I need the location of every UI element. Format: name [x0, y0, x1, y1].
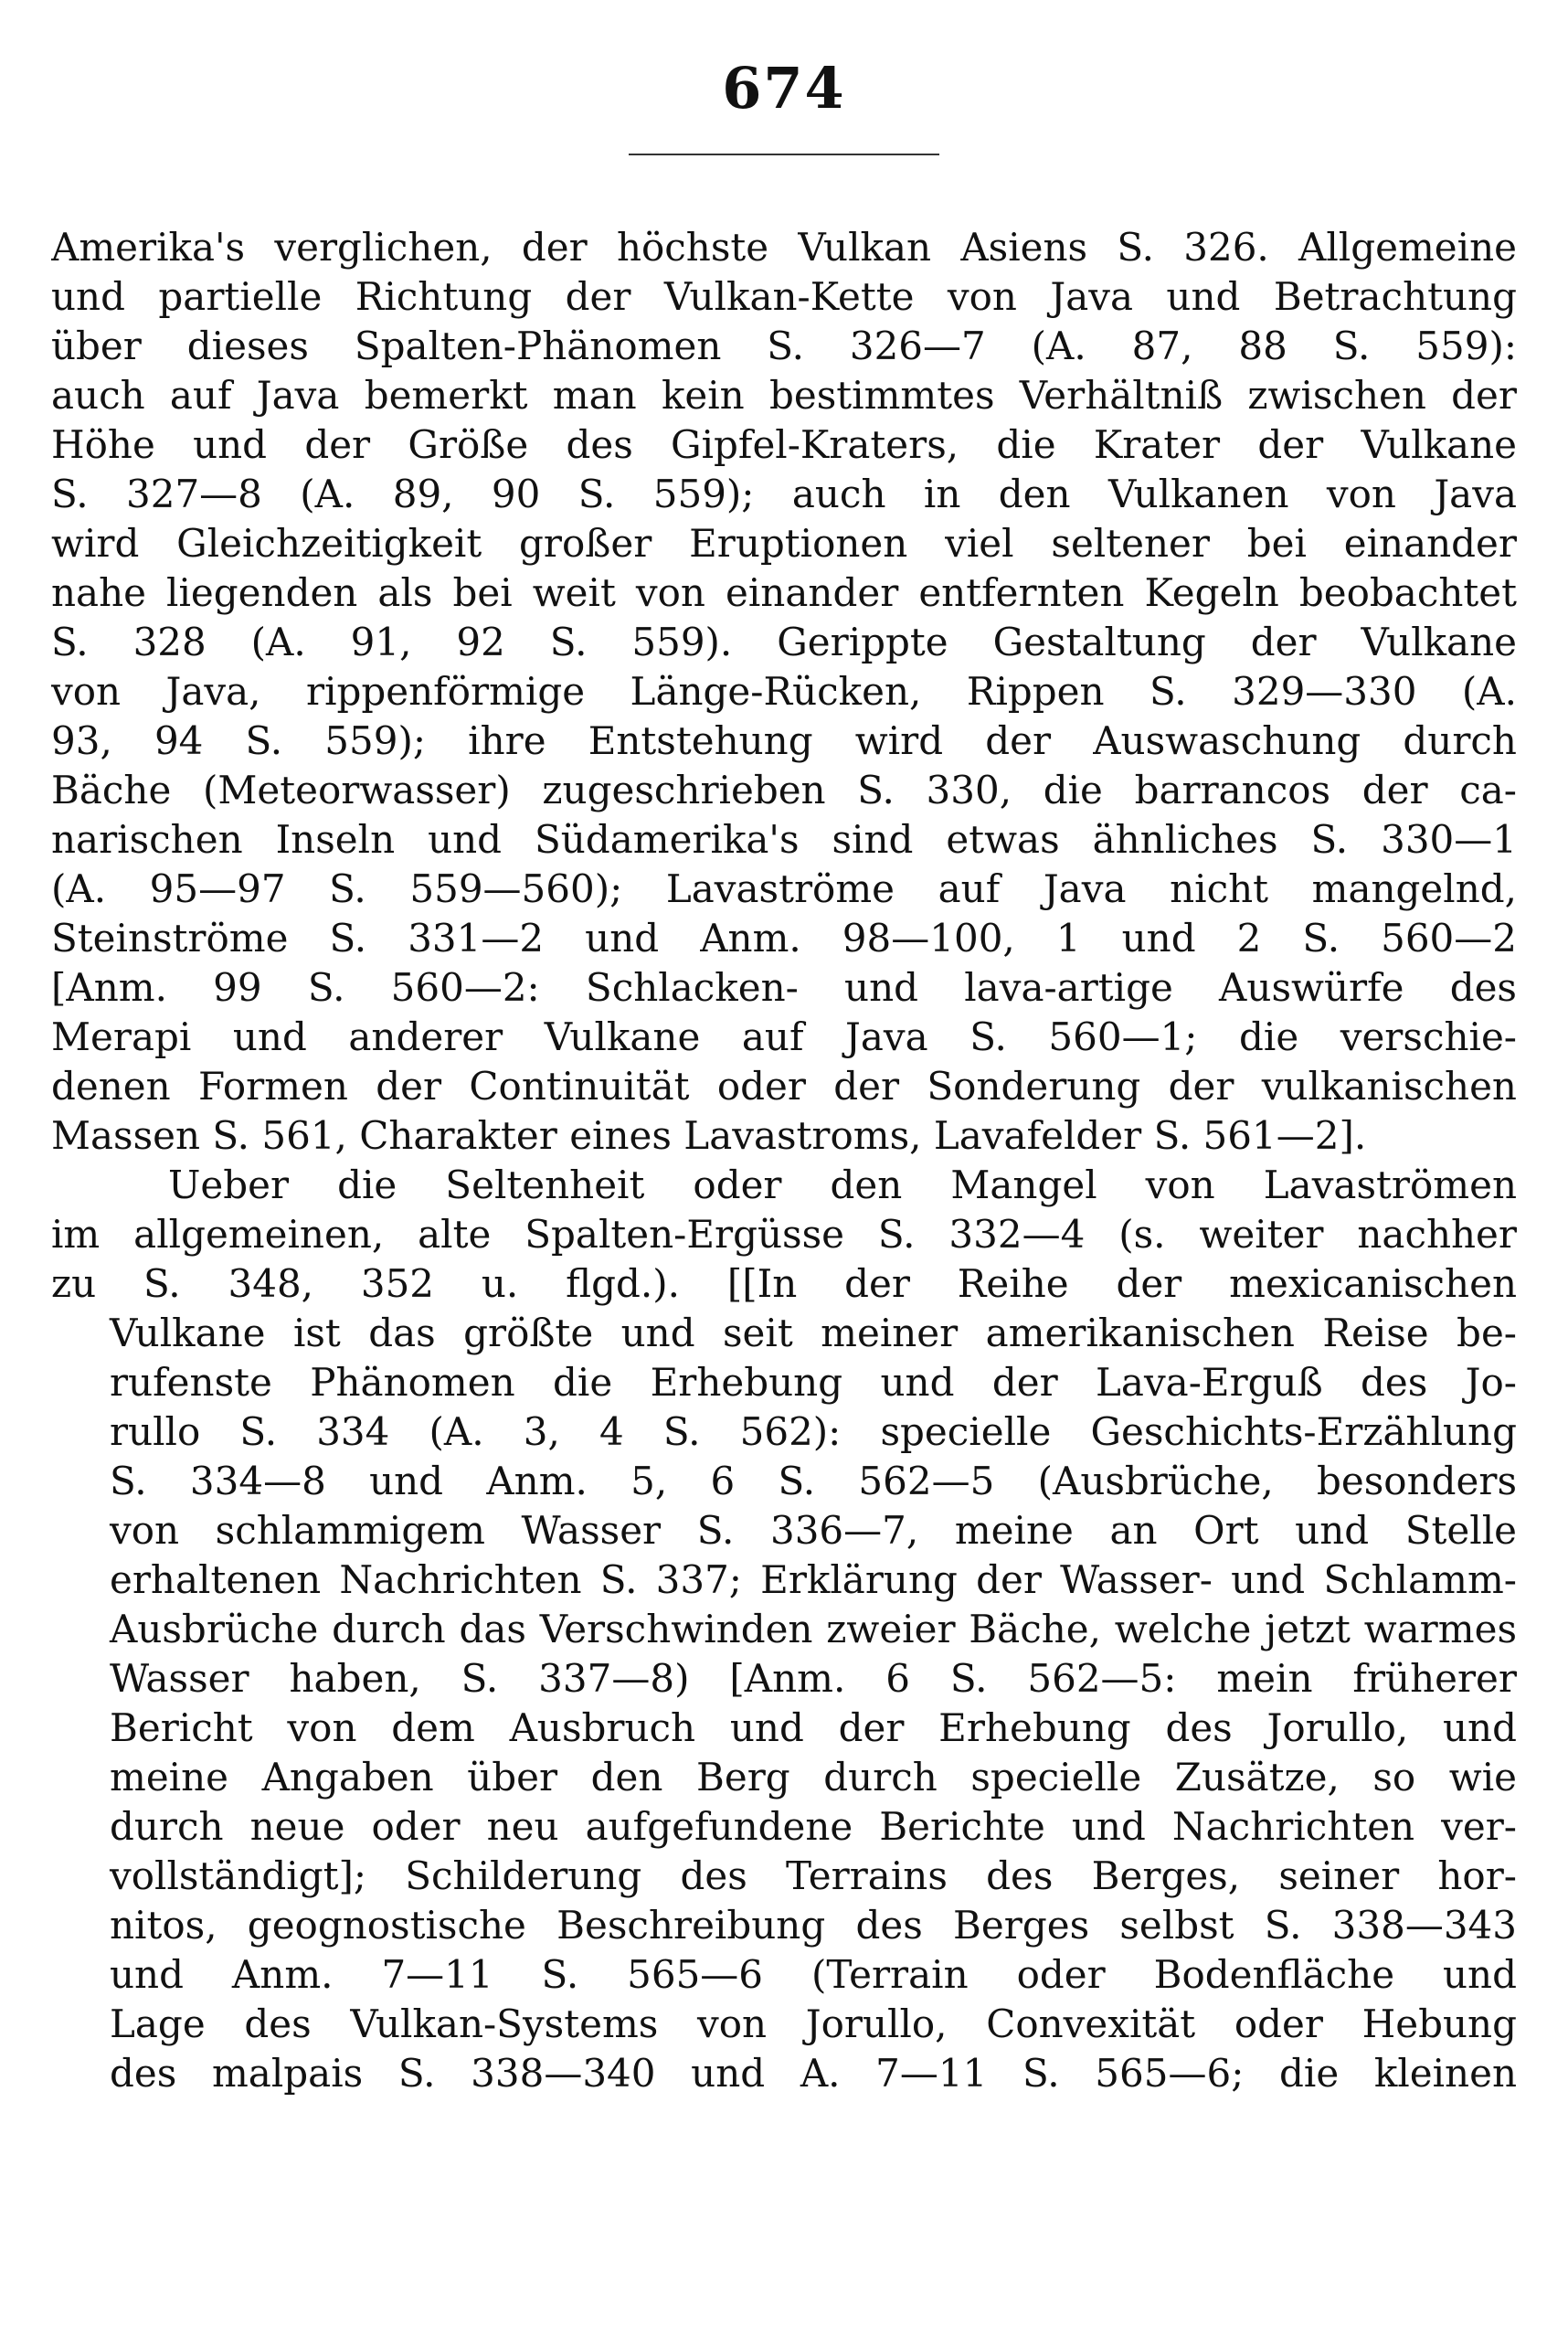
text-line: zu S. 348, 352 u. flgd.). [[In der Reihe der mexicanischen — [51, 1261, 1517, 1306]
text-line: über dieses Spalten-Phänomen S. 326—7 (A. 87, 88 S. 559): — [51, 324, 1517, 368]
text-line: Höhe und der Größe des Gipfel-Kraters, die Krater der Vulkane — [51, 422, 1517, 467]
text-line: Steinströme S. 331—2 und Anm. 98—100, 1 und 2 S. 560—2 — [51, 916, 1517, 961]
text-line: [Anm. 99 S. 560—2: Schlacken- und lava-artige Auswürfe des — [51, 965, 1517, 1010]
text-line: rullo S. 334 (A. 3, 4 S. 562): specielle Geschichts-Erzählung — [110, 1409, 1517, 1454]
text-line: Lage des Vulkan-Systems von Jorullo, Convexität oder Hebung — [110, 2001, 1517, 2046]
text-line: (A. 95—97 S. 559—560); Lavaströme auf Java nicht mangelnd, — [51, 866, 1517, 911]
body-text — [51, 223, 1517, 2098]
text-line: Bericht von dem Ausbruch und der Erhebung des Jorullo, und — [110, 1705, 1517, 1750]
text-line: von Java, rippenförmige Länge-Rücken, Rippen S. 329—330 (A. — [51, 669, 1517, 714]
text-line: Vulkane ist das größte und seit meiner amerikanischen Reise be- — [110, 1311, 1517, 1355]
text-line: Ausbrüche durch das Verschwinden zweier Bäche, welche jetzt warmes — [110, 1607, 1517, 1651]
text-line: erhaltenen Nachrichten S. 337; Erklärung der Wasser- und Schlamm- — [110, 1557, 1517, 1602]
text-line: und Anm. 7—11 S. 565—6 (Terrain oder Bodenfläche und — [110, 1952, 1517, 1997]
text-line: und partielle Richtung der Vulkan-Kette von Java und Betrachtung — [51, 274, 1517, 319]
text-line: im allgemeinen, alte Spalten-Ergüsse S. 332—4 (s. weiter nachher — [51, 1212, 1517, 1257]
text-line: von schlammigem Wasser S. 336—7, meine an Ort und Stelle — [110, 1508, 1517, 1553]
text-line: S. 334—8 und Anm. 5, 6 S. 562—5 (Ausbrüche, besonders — [110, 1459, 1517, 1503]
text-line: Bäche (Meteorwasser) zugeschrieben S. 330, die barrancos der ca- — [51, 768, 1517, 812]
text-line: des malpais S. 338—340 und A. 7—11 S. 565—6; die kleinen — [110, 2051, 1517, 2096]
text-line: narischen Inseln und Südamerika's sind etwas ähnliches S. 330—1 — [51, 817, 1517, 862]
text-line: vollständigt]; Schilderung des Terrains des Berges, seiner hor- — [110, 1853, 1517, 1898]
text-line: durch neue oder neu aufgefundene Berichte und Nachrichten ver- — [110, 1804, 1517, 1849]
text-line: S. 328 (A. 91, 92 S. 559). Gerippte Gestaltung der Vulkane — [51, 620, 1517, 664]
text-line: nitos, geognostische Beschreibung des Berges selbst S. 338—343 — [110, 1903, 1517, 1948]
header-rule — [629, 154, 939, 155]
text-line: meine Angaben über den Berg durch specielle Zusätze, so wie — [110, 1755, 1517, 1799]
text-line: Wasser haben, S. 337—8) [Anm. 6 S. 562—5: mein früherer — [110, 1656, 1517, 1701]
text-line: nahe liegenden als bei weit von einander entfernten Kegeln beobachtet — [51, 570, 1517, 615]
text-line: denen Formen der Continuität oder der Sonderung der vulkanischen — [51, 1064, 1517, 1109]
text-line: S. 327—8 (A. 89, 90 S. 559); auch in den Vulkanen von Java — [51, 472, 1517, 516]
text-line: auch auf Java bemerkt man kein bestimmtes Verhältniß zwischen der — [51, 373, 1517, 418]
text-line: Ueber die Seltenheit oder den Mangel von Lavaströmen — [168, 1162, 1517, 1207]
text-line: 93, 94 S. 559); ihre Entstehung wird der Auswaschung durch — [51, 718, 1517, 763]
page-number: 674 — [722, 55, 846, 122]
text-line: Merapi und anderer Vulkane auf Java S. 560—1; die verschie- — [51, 1014, 1517, 1059]
text-line: Amerika's verglichen, der höchste Vulkan Asiens S. 326. Allgemeine — [51, 225, 1517, 270]
text-line: Massen S. 561, Charakter eines Lavastroms, Lavafelder S. 561—2]. — [51, 1113, 1367, 1158]
text-line: rufenste Phänomen die Erhebung und der Lava-Erguß des Jo- — [110, 1360, 1517, 1405]
text-line: wird Gleichzeitigkeit großer Eruptionen viel seltener bei einander — [51, 521, 1517, 566]
